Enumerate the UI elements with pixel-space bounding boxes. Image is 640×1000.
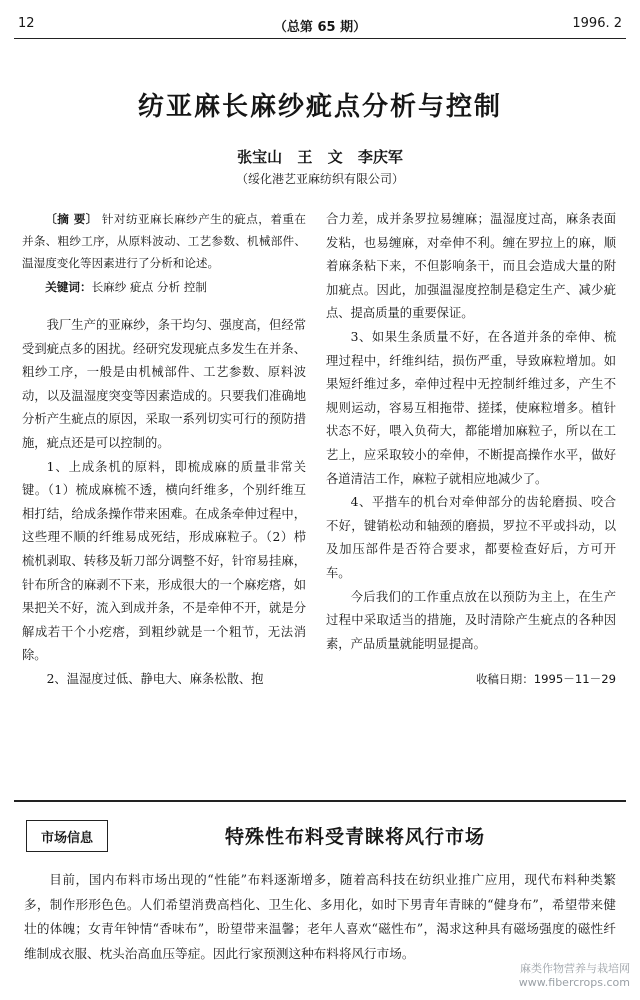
article-title: 纺亚麻长麻纱疵点分析与控制 [137,92,502,122]
market-paragraph: 目前，国内布料市场出现的“性能”布料逐渐增多，随着高科技在纺织业推广应用，现代布料种类繁多，制作形形色色。人们希望消费高档化、卫生化、多用化，如时下男青年青睐的“健身布”，希望带来健壮的体魄；女青年钟情“香味布”，盼望带来温馨；老年人喜欢“磁性布”，渴求这种具有磁场强度的磁性纤维制成衣服、枕头治高血压等症。因此行家预测这种布料将风行市场。 [24,872,616,961]
body-paragraph: 1、上成条机的原料，即梳成麻的质量非常关键。（1）梳成麻梳不透，横向纤维多，个别纤维互相打结，给成条操作带来困难。在成条牵伸过程中，这些理不顺的纤维易成死结，形成麻粒子。（2）栉梳机剥取、转移及斩刀部分调整不好，针帘易挂麻，针布所含的麻剥不下来，形成很大的一个麻疙瘩，如果把关不好，流入到成并条，不是牵伸不开，就是分解成若干个小疙瘩，到粗纱就是一个粗节，无法消除。 [22,459,306,663]
left-column [22,208,306,692]
market-body [24,868,616,966]
running-header [14,10,626,36]
watermark-site-name: 麻类作物营养与栽培网 [520,962,630,975]
right-column [326,208,616,692]
received-date: 收稿日期：1995－11－29 [475,672,616,687]
market-info-label: 市场信息 [40,831,93,846]
body-paragraph: 今后我们的工作重点放在以预防为主上，在生产过程中采取适当的措施，及时清除产生疵点的各种因素，产品质量就能明显提高。 [326,589,616,651]
body-paragraph: 合力差，成并条罗拉易缠麻；温湿度过高，麻条表面发粘，也易缠麻，对牵伸不利。缠在罗拉上的麻，顺着麻条粘下来，不但影响条干，而且会造成大量的附加疵点。因此，加强温湿度控制是稳定生产、减少疵点、提高质量的重要保证。 [326,212,616,321]
body-paragraph: 4、平揩车的机台对牵伸部分的齿轮磨损、咬合不好，键销松动和轴颈的磨损，罗拉不平或抖动，以及加压部件是否符合要求，都要检查好后，方可开车。 [326,495,616,580]
body-paragraph: 3、如果生条质量不好，在各道并条的牵伸、梳理过程中，纤维纠结，损伤严重，导致麻粒增加。如果短纤维过多，牵伸过程中无控制纤维过多，产生不规则运动，容易互相拖带、搓揉，使麻粒增多。植针状态不好，喂入负荷大，都能增加麻粒子，所以在工艺上，应采取较小的牵伸，不断提高操作水平，做好各道清洁工作，麻粒子就相应地减少了。 [326,329,616,486]
abstract-paragraph [22,208,306,274]
header-rule [14,38,626,39]
article-authors: 张宝山 王 文 李庆军 [237,148,403,166]
author-affiliation: （绥化港艺亚麻纺织有限公司） [235,172,404,186]
issue-number: （总第 65 期） [273,20,367,35]
abstract-label: 〔摘 要〕 [45,212,98,226]
body-paragraph: 我厂生产的亚麻纱，条干均匀、强度高，但经常受到疵点多的困扰。经研究发现疵点多发生在并条、粗纱工序，一般是由机械部件、工艺参数、原料波动，以及温湿度突变等因素造成的。只要我们准确地分析产生疵点的原因，采取一系列切实可行的预防措施，疵点还是可以控制的。 [22,318,306,450]
market-title: 特殊性布料受青睐将风行市场 [224,826,485,848]
watermark-url: www.fibercrops.com [518,976,630,989]
abstract-text: 针对纺亚麻长麻纱产生的疵点，着重在并条、粗纱工序，从原料波动、工艺参数、机械部件、温湿度变化等因素进行了分析和论述。 [22,212,306,270]
section-rule [14,800,626,802]
body-paragraph: 2、温湿度过低、静电大、麻条松散、抱 [46,671,264,686]
issue-date: 1996. 2 [572,16,622,31]
abstract-block [22,208,306,298]
keywords-paragraph [22,276,306,298]
page-number: 12 [18,16,35,31]
keywords-text: 长麻纱 疵点 分析 控制 [91,280,207,294]
watermark [519,962,630,990]
market-info-box [26,820,108,852]
keywords-label: 关键词： [45,280,92,294]
abstract-gap [22,298,306,314]
